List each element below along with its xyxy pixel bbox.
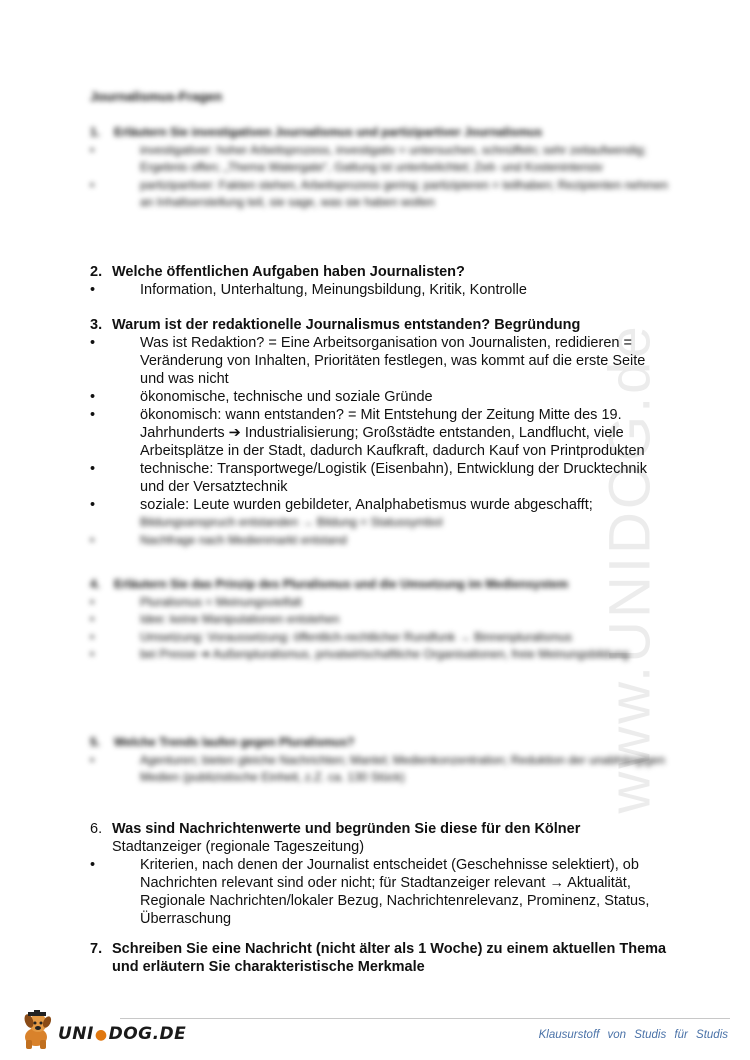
list-item: • Agenturen; bieten gleiche Nachrichten; Mantel; Medienkonzentration; Reduktion der unabhängigen Medien (publizistische Einheit, z.Z. ca. 130 Stück)	[90, 752, 666, 784]
answer-list	[90, 334, 670, 514]
question-2: 2. Welche öffentlichen Aufgaben haben Journalisten? • Information, Unterhaltung, Meinungsbildung, Kritik, Kontrolle	[90, 263, 670, 299]
question-text: Erläutern Sie das Prinzip des Pluralismus und die Umsetzung im Mediensystem	[114, 577, 569, 591]
list-item: • ökonomisch: wann entstanden? = Mit Entstehung der Zeitung Mitte des 19. Jahrhunderts ➔ Industrialisierung; Großstädte entstanden, Landflucht, viele Arbeitsplätze in der Stadt, dadurch Kaufkraft, dadurch Kauf von Printprodukten	[90, 407, 645, 459]
list-item: Bildungsanspruch entstanden → Bildung = Statussymbol	[140, 515, 443, 529]
dog-mascot-icon	[18, 1010, 56, 1050]
list-item: • Nachfrage nach Medienmarkt entstand	[90, 532, 347, 547]
question-subtext: Stadtanzeiger (regionale Tageszeitung)	[112, 839, 365, 855]
list-item: • bei Presse ➔ Außenpluralismus, privatwirtschaftliche Organisationen, freie Meinungsbildung	[90, 647, 629, 661]
question-7: 7. Schreiben Sie eine Nachricht (nicht älter als 1 Woche) zu einem aktuellen Thema und erläutern Sie charakteristische Merkmale	[90, 941, 667, 975]
list-item: • Umsetzung: Voraussetzung: öffentlich-rechtlicher Rundfunk → Binnenpluralismus	[90, 629, 572, 644]
answer-list	[90, 142, 670, 212]
list-item: • soziale: Leute wurden gebildeter, Analphabetismus wurde abgeschafft;	[90, 497, 593, 513]
question-text: Welche öffentlichen Aufgaben haben Journalisten?	[112, 264, 465, 280]
unidog-logo	[18, 1010, 186, 1050]
question-1: 1. Erläutern Sie investigativen Journalismus und partizipartiver Journalismus • investigativer: hoher Arbeitsprozess, investigativ = untersuchen, schnüffeln; sehr zeitaufwendig; Ergebnis offen; „Thema Watergate“, Gattung ist unterbelichtet; Zeit- und Kostenintensiv • partizipartiver: Fakten stehen, Arbeitsprozess gering; partizipieren = teilhaben; Rezipienten nehmen an Inhaltserstellung teil, sie sage, was sie haben wollen	[90, 124, 670, 212]
answer-list	[90, 281, 670, 299]
list-item: • technische: Transportwege/Logistik (Eisenbahn), Entwicklung der Drucktechnik und der Versatztechnik	[90, 461, 647, 495]
question-6: 6. Was sind Nachrichtenwerte und begründen Sie diese für den Kölner Stadtanzeiger (regionale Tageszeitung) • Kriterien, nach denen der Journalist entscheidet (Geschehnisse selektiert), ob Nachrichten relevant sind oder nicht; für Stadtanzeiger relevant → Aktualität, Regionale Nachrichten/lokaler Bezug, Nachrichtenrelevanz, Prominenz, Status, Überraschung	[90, 820, 670, 928]
list-item: • Pluralismus = Meinungsvielfalt	[90, 594, 302, 609]
question-3: 3. Warum ist der redaktionelle Journalismus entstanden? Begründung • Was ist Redaktion? = Eine Arbeitsorganisation von Journalisten, redidieren = Veränderung von Inhalten, Prioritäten festlegen, was kommt auf die erste Seite und was nicht • ökonomische, technische und soziale Gründe • ökonomisch: wann entstanden? = Mit Entstehung der Zeitung Mitte des 19. Jahrhunderts ➔ Industrialisierung; Großstädte entstanden, Landflucht, viele Arbeitsplätze in der Stadt, dadurch Kaufkraft, dadurch Kauf von Printprodukten • technische: Transportwege/Logistik (Eisenbahn), Entwicklung der Drucktechnik und der Versatztechnik • soziale: Leute wurden gebildeter, Analphabetismus wurde abgeschafft; Bildungsanspruch entstanden → Bildung = Statussymbol • Nachfrage nach Medienmarkt entstand	[90, 316, 670, 549]
blurred-answer-list	[90, 514, 670, 549]
answer-list	[90, 856, 670, 928]
list-item: • partizipartiver: Fakten stehen, Arbeitsprozess gering; partizipieren = teilhaben; Rezipienten nehmen an Inhaltserstellung teil, sie sage, was sie haben wollen	[90, 177, 668, 209]
question-text: Warum ist der redaktionelle Journalismus entstanden? Begründung	[112, 317, 581, 333]
answer-list	[90, 594, 670, 664]
list-item: • Information, Unterhaltung, Meinungsbildung, Kritik, Kontrolle	[90, 282, 527, 298]
logo-text: UNI●DOG.DE	[58, 1024, 187, 1044]
answer-list	[90, 752, 670, 787]
question-text: Was sind Nachrichtenwerte und begründen Sie diese für den Kölner	[112, 821, 581, 837]
list-item: • Was ist Redaktion? = Eine Arbeitsorganisation von Journalisten, redidieren = Veränderung von Inhalten, Prioritäten festlegen, was kommt auf die erste Seite und was nicht	[90, 335, 646, 387]
watermark: www.UNIDOG.de	[597, 323, 663, 814]
list-item: • Kriterien, nach denen der Journalist entscheidet (Geschehnisse selektiert), ob Nachrichten relevant sind oder nicht; für Stadtanzeiger relevant → Aktualität, Regionale Nachrichten/lokaler Bezug, Nachrichtenrelevanz, Prominenz, Status, Überraschung	[90, 857, 650, 927]
list-item: • ökonomische, technische und soziale Gründe	[90, 389, 433, 405]
question-4: 4. Erläutern Sie das Prinzip des Pluralismus und die Umsetzung im Mediensystem • Pluralismus = Meinungsvielfalt • Idee: keine Manipulationen entstehen • Umsetzung: Voraussetzung: öffentlich-rechtlicher Rundfunk → Binnenpluralismus • bei Presse ➔ Außenpluralismus, privatwirtschaftliche Organisationen, freie Meinungsbildung	[90, 576, 670, 664]
list-item: • investigativer: hoher Arbeitsprozess, investigativ = untersuchen, schnüffeln; sehr zeitaufwendig; Ergebnis offen; „Thema Watergate“, Gattung ist unterbelichtet; Zeit- und Kostenintensiv	[90, 142, 647, 174]
document-title: Journalismus-Fragen	[90, 89, 223, 104]
question-text: Welche Trends laufen gegen Pluralismus?	[114, 735, 355, 749]
list-item: • Idee: keine Manipulationen entstehen	[90, 612, 340, 626]
footer-slogan: Klausurstoff von Studis für Studis	[538, 1029, 728, 1041]
question-text: Schreiben Sie eine Nachricht (nicht älter als 1 Woche) zu einem aktuellen Thema und erläutern Sie charakteristische Merkmale	[112, 941, 667, 975]
footer-divider	[120, 1018, 730, 1019]
question-text: Erläutern Sie investigativen Journalismus und partizipartiver Journalismus	[114, 125, 543, 139]
paw-icon: ●	[94, 1027, 108, 1043]
question-5: 5. Welche Trends laufen gegen Pluralismus? • Agenturen; bieten gleiche Nachrichten; Mantel; Medienkonzentration; Reduktion der unabhängigen Medien (publizistische Einheit, z.Z. ca. 130 Stück)	[90, 734, 670, 787]
